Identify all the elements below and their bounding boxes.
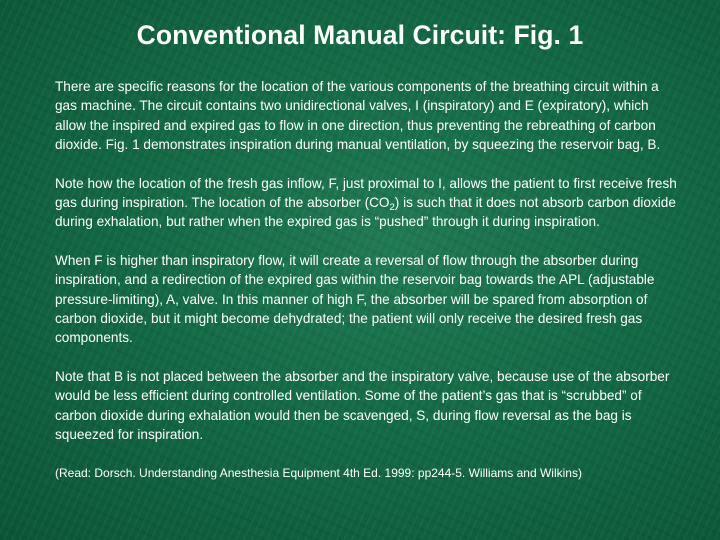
- paragraph-fresh-gas-text-before: Note how the location of the fresh gas inflow, F, just proximal to I, allows the patient to first receive fresh gas during inspiration. The location of the absorber (CO: [55, 175, 677, 211]
- paragraph-flow-reversal: When F is higher than inspiratory flow, it will create a reversal of flow through the absorber during inspiration, and a redirection of the expired gas within the reservoir bag towards the APL (adjustable pressure-limiting), A, valve. In this manner of high F, the absorber will be spared from absorption of carbon dioxide, but it might become dehydrated; the patient will only receive the desired fresh gas components.: [55, 252, 655, 346]
- slide-title: Conventional Manual Circuit: Fig. 1: [136, 20, 584, 50]
- paragraph-fresh-gas: [55, 174, 683, 232]
- citation: (Read: Dorsch. Understanding Anesthesia Equipment 4th Ed. 1999: pp244-5. Williams and Wilkins): [55, 465, 582, 480]
- paragraph-valves: There are specific reasons for the location of the various components of the breathing circuit within a gas machine. The circuit contains two unidirectional valves, I (inspiratory) and E (expiratory), which allow the inspired and expired gas to flow in one direction, thus preventing the rebreathing of carbon dioxide. Fig. 1 demonstrates inspiration during manual ventilation, by squeezing the reservoir bag, B.: [55, 79, 661, 153]
- co2-subscript: 2: [389, 202, 395, 214]
- paragraph-fresh-gas-text-after: ) is such that it does not absorb carbon dioxide during exhalation, but rather when the expired gas is “pushed” through it during inspiration.: [55, 195, 676, 230]
- slide-body: [55, 77, 683, 483]
- paragraph-reservoir-bag: Note that B is not placed between the absorber and the inspiratory valve, because use of the absorber would be less efficient during controlled ventilation. Some of the patient’s gas that is “scrubbed” of carbon dioxide during exhalation would then be scavenged, S, during flow reversal as the bag is squeezed for inspiration.: [55, 368, 670, 443]
